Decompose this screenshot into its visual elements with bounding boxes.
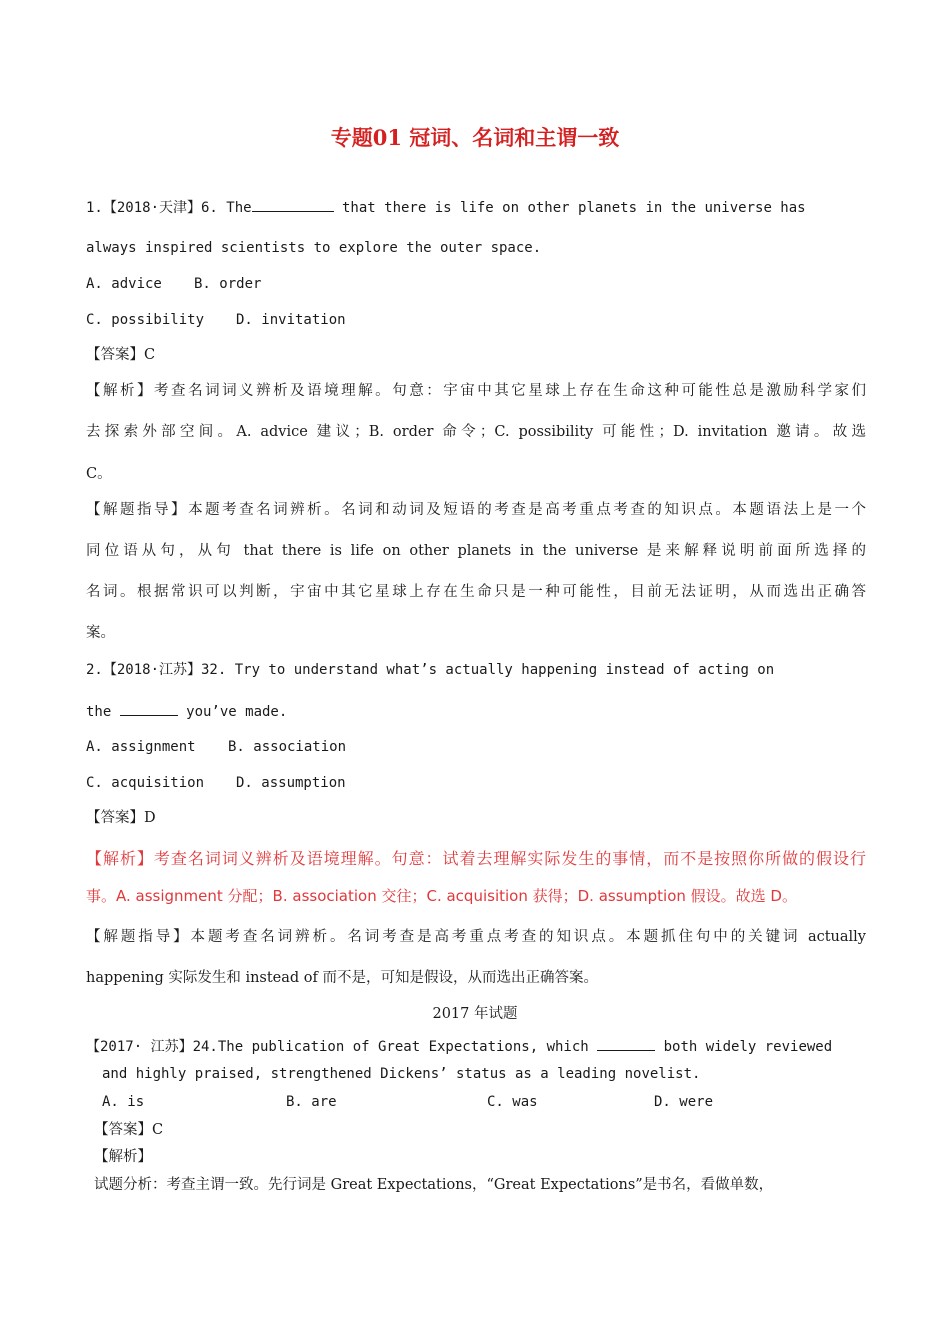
q3-option-c: C. was (487, 1094, 538, 1110)
q2-option-b: B. association (228, 739, 347, 755)
q2-options-ab (86, 737, 866, 757)
q1-analysis-line1: 【解析】考查名词词义辨析及语境理解。句意：宇宙中其它星球上存在生命这种可能性总是激励科学家们 (86, 383, 866, 399)
q1-options-cd (86, 310, 866, 330)
q2-analysis-line1: 【解析】考查名词词义辨析及语境理解。句意：试着去理解实际发生的事情，而不是按照你所做的假设行 (86, 849, 866, 868)
q3-stem-post: both widely reviewed (655, 1039, 833, 1055)
q1-stem-post: that there is life on other planets in the universe has (333, 200, 806, 216)
q2-guide-line2: happening 实际发生和 instead of 而不是，可知是假设，从而选出正确答案。 (86, 970, 599, 986)
q1-option-a: A. advice (86, 276, 162, 292)
q3-analysis-heading: 【解析】 (94, 1149, 152, 1165)
q2-stem-pre: the (86, 704, 120, 720)
q3-options (102, 1092, 882, 1112)
q3-blank (597, 1036, 655, 1051)
q1-stem-line1 (86, 197, 866, 218)
q3-answer: 【答案】C (94, 1122, 164, 1138)
q1-analysis-line3: C。 (86, 466, 112, 482)
q3-option-d: D. were (654, 1094, 714, 1110)
q1-option-d: D. invitation (236, 312, 346, 328)
q2-options-cd (86, 773, 866, 793)
q3-analysis-line1: 试题分析：考查主谓一致。先行词是 Great Expectations，“Great Expectations”是书名，看做单数， (94, 1177, 774, 1193)
section-heading-2017: 2017 年试题 (432, 1006, 518, 1022)
q1-stem-pre: 1.【2018·天津】6. The (86, 200, 252, 216)
q3-stem-line1 (86, 1036, 876, 1057)
q2-option-d: D. assumption (236, 775, 346, 791)
q1-answer: 【答案】C (86, 347, 156, 363)
q2-option-c: C. acquisition (86, 775, 205, 791)
q2-guide-line1: 【解题指导】本题考查名词辨析。名词考查是高考重点考查的知识点。本题抓住句中的关键词 actually (86, 929, 866, 945)
q1-option-b: B. order (194, 276, 262, 292)
q3-option-a: A. is (102, 1094, 145, 1110)
q2-option-a: A. assignment (86, 739, 196, 755)
q1-guide-line4: 案。 (86, 625, 115, 641)
q1-guide-line3: 名词。根据常识可以判断，宇宙中其它星球上存在生命只是一种可能性，目前无法证明，从而选出正确答 (86, 584, 866, 600)
q1-stem-line2: always inspired scientists to explore the outer space. (86, 240, 542, 256)
q2-stem-line1: 2.【2018·江苏】32. Try to understand what’s actually happening instead of acting on (86, 662, 775, 678)
q2-stem-post: you’ve made. (177, 704, 288, 720)
page-title: 专题01 冠词、名词和主谓一致 (330, 125, 620, 150)
q1-blank (252, 197, 334, 212)
q2-stem-line2 (86, 701, 866, 722)
q2-blank (120, 701, 178, 716)
q1-analysis-line2: 去探索外部空间。A. advice 建议；B. order 命令；C. possibility 可能性；D. invitation 邀请。故选 (86, 424, 866, 440)
q3-option-b: B. are (286, 1094, 337, 1110)
q3-stem-pre: 【2017· 江苏】24.The publication of Great Expectations, which (86, 1039, 598, 1055)
q1-guide-line1: 【解题指导】本题考查名词辨析。名词和动词及短语的考查是高考重点考查的知识点。本题语法上是一个 (86, 502, 866, 518)
q2-analysis-line2: 事。A. assignment 分配；B. association 交往；C. acquisition 获得；D. assumption 假设。故选 D。 (86, 887, 797, 905)
q2-answer: 【答案】D (86, 810, 156, 826)
q1-guide-line2: 同位语从句，从句 that there is life on other planets in the universe 是来解释说明前面所选择的 (86, 543, 866, 559)
q1-option-c: C. possibility (86, 312, 205, 328)
q1-options-ab (86, 274, 866, 294)
q3-stem-line2: and highly praised, strengthened Dickens’ status as a leading novelist. (102, 1066, 701, 1082)
